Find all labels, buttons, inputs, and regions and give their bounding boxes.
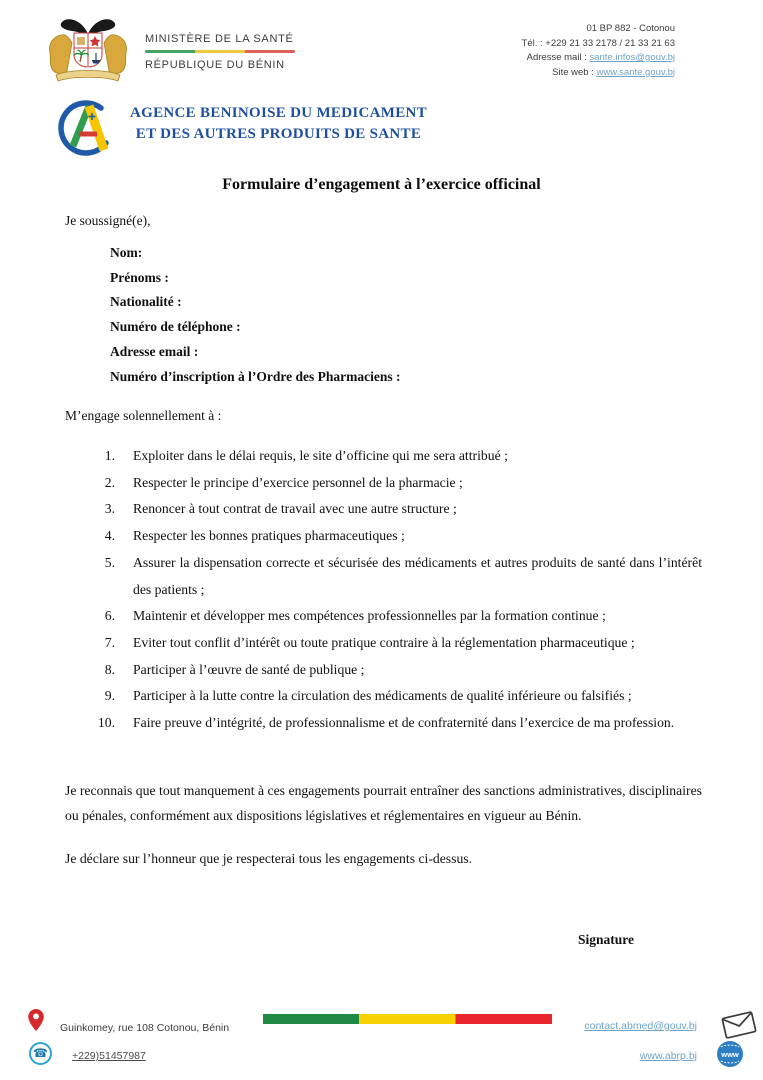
header-mail-link[interactable]: sante.infos@gouv.bj	[589, 52, 675, 63]
header-contact-block	[522, 22, 675, 80]
footer-email-link[interactable]: contact.abmed@gouv.bj	[584, 1020, 697, 1032]
republic-name: RÉPUBLIQUE DU BÉNIN	[145, 58, 285, 71]
list-item: 8. Participer à l’œuvre de santé de publique ;	[104, 661, 365, 677]
list-item: 1. Exploiter dans le délai requis, le site d’officine qui me sera attribué ;	[104, 448, 508, 463]
footer-address: Guinkomey, rue 108 Cotonou, Bénin	[60, 1022, 230, 1034]
ministry-name: MINISTÈRE DE LA SANTÉ	[145, 33, 294, 45]
engagement-intro: M’engage solennellement à :	[65, 408, 222, 423]
agency-name-line2: ET DES AUTRES PRODUITS DE SANTE	[135, 126, 422, 142]
field-label-prenoms: Prénoms :	[110, 269, 169, 285]
abm-agency-logo-icon	[56, 98, 122, 165]
telephone-icon: ☎	[29, 1042, 52, 1065]
list-item: 4. Respecter les bonnes pratiques pharmaceutiques ;	[104, 528, 405, 544]
header-address: 01 BP 882 - Cotonou	[586, 23, 675, 34]
footer-phone-link[interactable]: +229)51457987	[72, 1050, 146, 1062]
list-item: 5. Assurer la dispensation correcte et sécurisée des médicaments et autres produits de santé dans l’intérêt des patients ;	[104, 554, 702, 597]
list-item: 2. Respecter le principe d’exercice personnel de la pharmacie ;	[104, 474, 463, 490]
header-phone: Tél. : +229 21 33 2178 / 21 33 21 63	[521, 37, 675, 49]
svg-text:www: www	[721, 1050, 739, 1059]
field-label-telephone: Numéro de téléphone :	[110, 319, 241, 335]
honour-declaration-paragraph: Je déclare sur l’honneur que je respecterai tous les engagements ci-dessus.	[65, 851, 473, 866]
agency-name-line1: AGENCE BENINOISE DU MEDICAMENT	[130, 105, 427, 121]
field-label-nom: Nom:	[110, 245, 143, 260]
list-item: 3. Renoncer à tout contrat de travail avec une autre structure ;	[104, 501, 457, 517]
www-globe-icon	[716, 1040, 744, 1073]
field-label-ordre-pharmaciens: Numéro d’inscription à l’Ordre des Pharmaciens :	[110, 368, 401, 384]
intro-line: Je soussigné(e),	[65, 213, 151, 228]
header-web-label: Site web :	[552, 66, 597, 78]
list-item: 10. Faire preuve d’intégrité, de professionnalisme et de confraternité dans l’exercice de ma profession.	[97, 715, 675, 731]
ministry-header	[145, 33, 295, 71]
page-title: Formulaire d’engagement à l’exercice officinal	[222, 176, 541, 193]
list-item: 9. Participer à la lutte contre la circulation des médicaments de qualité inférieure ou falsifiés ;	[104, 688, 632, 704]
benin-tricolor-bar	[263, 1014, 552, 1024]
list-item: 6. Maintenir et développer mes compétences professionnelles par la formation continue ;	[104, 608, 606, 624]
footer-website-link[interactable]: www.abrp.bj	[639, 1050, 697, 1062]
benin-tricolor-divider	[145, 50, 295, 53]
list-item: 7. Eviter tout conflit d’intérêt ou toute pratique contraire à la réglementation pharmaceutique ;	[104, 634, 635, 650]
header-web-link[interactable]: www.sante.gouv.bj	[596, 66, 675, 78]
commitments-list	[65, 443, 702, 737]
header-mail-label: Adresse mail :	[526, 52, 590, 63]
sanctions-paragraph: Je reconnais que tout manquement à ces engagements pourrait entraîner des sanctions administratives, disciplinaires ou pénales, conformément aux dispositions législatives et réglementaires en vigueur au Bénin.	[65, 783, 702, 823]
form-fields	[110, 241, 400, 389]
field-label-email: Adresse email :	[110, 343, 199, 359]
field-label-nationalite: Nationalité :	[110, 294, 182, 310]
benin-coat-of-arms-icon	[46, 13, 130, 92]
agency-name	[130, 103, 427, 145]
signature-label: Signature	[578, 932, 635, 947]
location-pin-icon	[28, 1009, 44, 1036]
